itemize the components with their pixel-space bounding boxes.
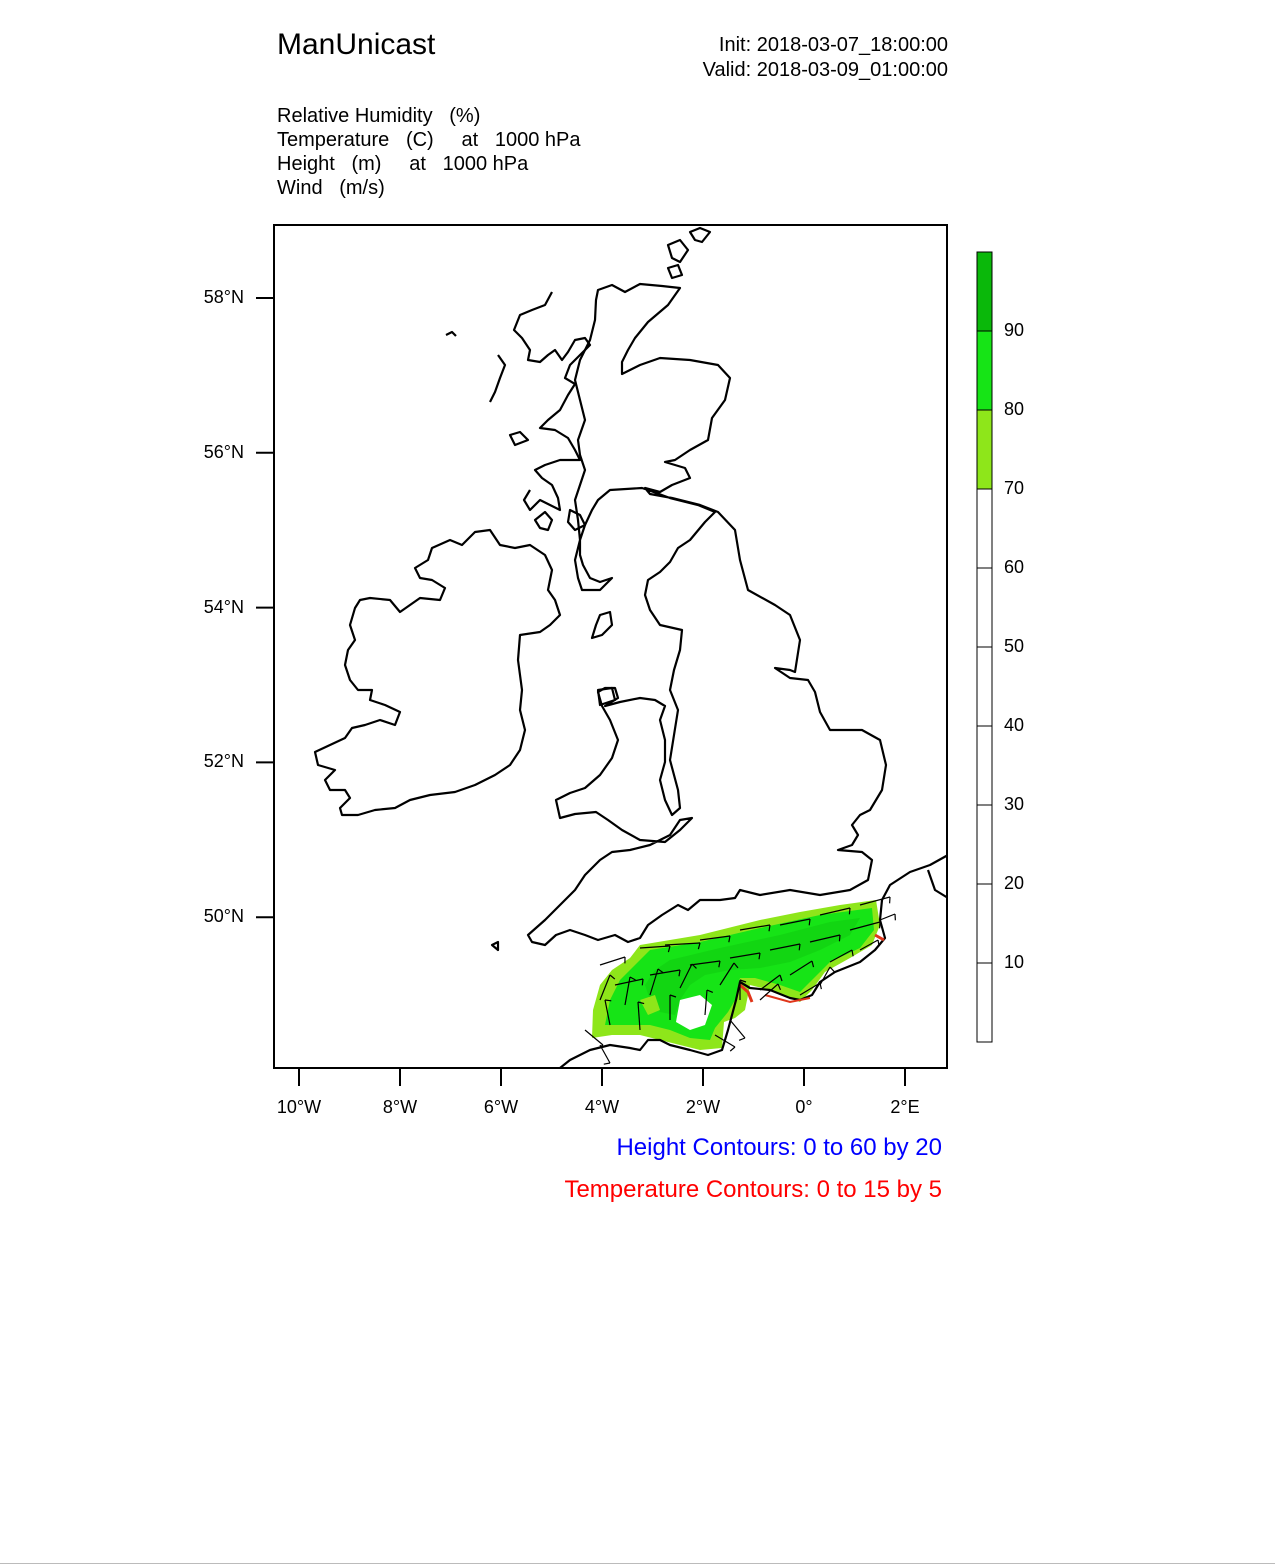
lat-tick-label: 50°N — [203, 906, 244, 927]
colorbar — [977, 252, 992, 1042]
plot-title: ManUnicast — [277, 28, 436, 61]
lon-tick-label: 6°W — [483, 1097, 519, 1117]
colorbar-label: 90 — [1004, 320, 1025, 340]
colorbar-bin — [977, 331, 992, 410]
coastline-isle-of-man — [592, 612, 612, 638]
coastline-outer-hebrides — [490, 355, 505, 402]
lat-tick-label: 52°N — [203, 751, 244, 772]
coastline-island — [492, 942, 498, 950]
valid-time: Valid: 2018-03-09_01:00:00 — [702, 59, 948, 81]
colorbar-label: 80 — [1004, 399, 1025, 419]
field-label-rh: Relative Humidity (%) — [277, 105, 481, 127]
init-time: Init: 2018-03-07_18:00:00 — [718, 34, 948, 56]
colorbar-label: 30 — [1004, 794, 1025, 814]
coastline-shetland — [690, 228, 710, 242]
colorbar-label: 20 — [1004, 873, 1025, 893]
field-label-temperature: Temperature (C) at 1000 hPa — [277, 129, 581, 151]
colorbar-bin — [977, 252, 992, 331]
colorbar-bin — [977, 489, 992, 1042]
colorbar-label: 50 — [1004, 636, 1025, 656]
colorbar-bin — [977, 410, 992, 489]
wind-barb — [600, 1045, 610, 1064]
lon-tick-label: 8°W — [382, 1097, 418, 1117]
colorbar-label: 40 — [1004, 715, 1025, 735]
coastline-island — [535, 512, 552, 530]
wind-barb — [600, 957, 625, 965]
page-bottom-border — [0, 1563, 1275, 1564]
lon-tick-label: 2°E — [890, 1097, 920, 1117]
field-label-wind: Wind (m/s) — [277, 177, 385, 199]
coastline-orkney — [668, 240, 688, 262]
colorbar-label: 10 — [1004, 952, 1025, 972]
lat-tick-label: 56°N — [203, 441, 244, 462]
temperature-contours-legend: Temperature Contours: 0 to 15 by 5 — [564, 1176, 942, 1203]
lon-tick-label: 0° — [795, 1097, 813, 1117]
coastline-scotland-west — [514, 292, 590, 510]
wind-barb — [730, 1020, 745, 1040]
colorbar-label: 60 — [1004, 557, 1025, 577]
coastline-island — [510, 432, 528, 445]
coastline-great-britain — [528, 284, 886, 945]
wind-barb — [880, 914, 895, 920]
coastline-belgium — [928, 870, 948, 898]
lon-tick-label: 4°W — [584, 1097, 620, 1117]
lat-tick-marks — [256, 298, 274, 917]
lat-tick-label: 58°N — [203, 287, 244, 307]
height-contours-legend: Height Contours: 0 to 60 by 20 — [616, 1134, 942, 1161]
coastline-arran — [568, 510, 585, 530]
coastline-island — [446, 332, 456, 336]
lon-tick-label: 2°W — [685, 1097, 721, 1117]
lon-tick-label: 10°W — [276, 1097, 322, 1117]
coastline-ireland — [315, 530, 560, 815]
lat-tick-label: 54°N — [203, 596, 244, 617]
coastline-orkney — [668, 265, 682, 278]
temperature-contour-line — [875, 935, 884, 940]
colorbar-label: 70 — [1004, 478, 1025, 498]
lon-tick-marks — [299, 1068, 905, 1086]
field-label-height: Height (m) at 1000 hPa — [277, 153, 529, 175]
